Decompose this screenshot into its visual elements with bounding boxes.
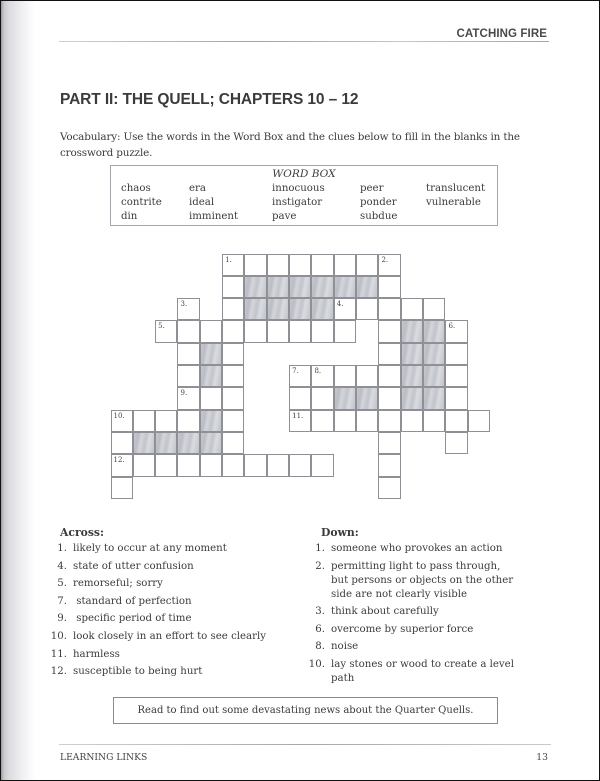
clue-number: 2. — [381, 255, 389, 264]
word-box-word: chaos — [121, 183, 151, 194]
clue-number: 6. — [448, 322, 456, 331]
answer-cell[interactable] — [334, 365, 356, 387]
answer-cell[interactable] — [177, 454, 199, 476]
answer-cell[interactable] — [311, 254, 333, 276]
word-box-word: din — [121, 211, 138, 222]
shaded-block — [289, 298, 311, 320]
part-title: PART II: THE QUELL; CHAPTERS 10 – 12 — [60, 91, 359, 108]
word-box-word: contrite — [121, 197, 162, 208]
answer-cell[interactable] — [222, 432, 244, 454]
clue-text-line: someone who provokes an action — [331, 543, 503, 554]
clue-number: 11. — [292, 411, 304, 420]
clue-num: 10. — [50, 631, 67, 642]
shaded-block — [401, 387, 423, 409]
shaded-block — [423, 387, 445, 409]
answer-cell[interactable] — [177, 298, 199, 320]
answer-cell[interactable] — [244, 254, 266, 276]
answer-cell[interactable] — [133, 454, 155, 476]
clue-number: 12. — [113, 456, 125, 465]
clue-text-line: overcome by superior force — [331, 623, 474, 635]
clue-text-line: path — [331, 673, 355, 684]
running-head: CATCHING FIRE — [456, 28, 547, 40]
clue-text-line: but persons or objects on the other — [331, 574, 514, 586]
answer-cell[interactable] — [222, 343, 244, 365]
shaded-block — [133, 432, 155, 454]
word-box-word: peer — [360, 183, 384, 194]
word-box-title: WORD BOX — [272, 168, 336, 180]
down-heading: Down: — [321, 526, 359, 539]
answer-cell[interactable] — [133, 410, 155, 432]
shaded-block — [401, 365, 423, 387]
clue-text-line: noise — [331, 641, 359, 653]
clue-num: 10. — [308, 659, 325, 670]
answer-cell[interactable] — [289, 387, 311, 409]
clue-text: remorseful; sorry — [73, 578, 163, 590]
clue-text-line: think about carefully — [331, 606, 439, 618]
word-box-word: pave — [272, 211, 297, 222]
clue-text: standard of perfection — [73, 595, 192, 607]
answer-cell[interactable] — [445, 432, 467, 454]
answer-cell[interactable] — [334, 254, 356, 276]
clue-num: 8. — [315, 641, 325, 653]
word-box-word: vulnerable — [426, 197, 481, 208]
answer-cell[interactable] — [222, 365, 244, 387]
shaded-block — [401, 343, 423, 365]
answer-cell[interactable] — [401, 410, 423, 432]
answer-cell[interactable] — [289, 410, 311, 432]
word-box-word: instigator — [272, 197, 323, 208]
word-box-word: ideal — [189, 197, 215, 208]
footer-rule — [59, 744, 551, 745]
answer-cell[interactable] — [378, 320, 400, 342]
answer-cell[interactable] — [222, 387, 244, 409]
clue-num: 3. — [315, 606, 325, 618]
answer-cell[interactable] — [289, 320, 311, 342]
answer-cell[interactable] — [356, 365, 378, 387]
answer-cell[interactable] — [155, 454, 177, 476]
shaded-block — [311, 276, 333, 298]
answer-cell[interactable] — [222, 254, 244, 276]
clue-number: 3. — [180, 300, 188, 309]
answer-cell[interactable] — [445, 320, 467, 342]
footer-publisher: LEARNING LINKS — [60, 752, 148, 763]
clue-number: 10. — [113, 411, 125, 420]
answer-cell[interactable] — [445, 343, 467, 365]
shaded-block — [423, 320, 445, 342]
shaded-block — [244, 276, 266, 298]
answer-cell[interactable] — [111, 410, 133, 432]
answer-cell[interactable] — [356, 410, 378, 432]
word-box-word: innocuous — [272, 183, 325, 194]
answer-cell[interactable] — [267, 254, 289, 276]
clue-num: 4. — [57, 560, 67, 572]
shaded-block — [267, 276, 289, 298]
shaded-block — [200, 410, 222, 432]
answer-cell[interactable] — [356, 254, 378, 276]
word-box-word: subdue — [360, 211, 398, 222]
answer-cell[interactable] — [289, 365, 311, 387]
answer-cell[interactable] — [177, 365, 199, 387]
answer-cell[interactable] — [378, 477, 400, 499]
answer-cell[interactable] — [311, 410, 333, 432]
answer-cell[interactable] — [155, 410, 177, 432]
instructions: Vocabulary: Use the words in the Word Box and the clues below to fill in the blanks in the crossword puzzle. — [60, 131, 520, 159]
answer-cell[interactable] — [177, 343, 199, 365]
answer-cell[interactable] — [111, 432, 133, 454]
answer-cell[interactable] — [222, 276, 244, 298]
answer-cell[interactable] — [445, 365, 467, 387]
answer-cell[interactable] — [311, 320, 333, 342]
answer-cell[interactable] — [177, 410, 199, 432]
answer-cell[interactable] — [222, 320, 244, 342]
shaded-block — [423, 365, 445, 387]
clue-number: 4. — [336, 300, 344, 309]
answer-cell[interactable] — [334, 298, 356, 320]
shaded-block — [423, 343, 445, 365]
clue-text: susceptible to being hurt — [73, 666, 203, 678]
clue-text-line: lay stones or wood to create a level — [331, 659, 514, 670]
shaded-block — [177, 432, 199, 454]
answer-cell[interactable] — [334, 410, 356, 432]
clue-text: likely to occur at any moment — [73, 543, 227, 554]
clue-text: state of utter confusion — [73, 560, 194, 572]
reading-note-box: Read to find out some devastating news about the Quarter Quells. — [113, 697, 498, 724]
clue-num: 11. — [50, 648, 67, 660]
word-box-word: imminent — [189, 211, 239, 222]
answer-cell[interactable] — [378, 276, 400, 298]
word-box-word: era — [189, 183, 206, 194]
clue-num: 1. — [57, 543, 67, 554]
clue-text-line: permitting light to pass through, — [331, 560, 501, 572]
answer-cell[interactable] — [155, 320, 177, 342]
answer-cell[interactable] — [378, 254, 400, 276]
shaded-block — [289, 276, 311, 298]
answer-cell[interactable] — [177, 387, 199, 409]
clue-number: 1. — [225, 255, 232, 264]
answer-cell[interactable] — [311, 454, 333, 476]
word-box-word: ponder — [360, 197, 397, 208]
clue-num: 7. — [57, 595, 67, 607]
word-box-word: translucent — [426, 183, 486, 194]
answer-cell[interactable] — [267, 454, 289, 476]
answer-cell[interactable] — [311, 365, 333, 387]
shaded-block — [356, 276, 378, 298]
answer-cell[interactable] — [222, 298, 244, 320]
answer-cell[interactable] — [378, 454, 400, 476]
clue-num: 6. — [315, 623, 325, 635]
clue-num: 5. — [57, 578, 67, 590]
answer-cell[interactable] — [445, 410, 467, 432]
answer-cell[interactable] — [423, 410, 445, 432]
answer-cell[interactable] — [289, 454, 311, 476]
shaded-block — [334, 276, 356, 298]
across-heading: Across: — [60, 526, 104, 539]
answer-cell[interactable] — [111, 454, 133, 476]
shaded-block — [401, 320, 423, 342]
answer-cell[interactable] — [222, 454, 244, 476]
page-number: 13 — [536, 752, 548, 763]
answer-cell[interactable] — [378, 410, 400, 432]
shaded-block — [267, 298, 289, 320]
clue-num: 12. — [50, 666, 67, 678]
answer-cell[interactable] — [200, 320, 222, 342]
shaded-block — [200, 432, 222, 454]
answer-cell[interactable] — [378, 343, 400, 365]
answer-cell[interactable] — [289, 254, 311, 276]
shaded-block — [244, 298, 266, 320]
answer-cell[interactable] — [423, 298, 445, 320]
shaded-block — [334, 387, 356, 409]
clue-number: 5. — [158, 322, 165, 331]
answer-cell[interactable] — [468, 410, 490, 432]
answer-cell[interactable] — [378, 365, 400, 387]
answer-cell[interactable] — [401, 298, 423, 320]
shaded-block — [200, 365, 222, 387]
clue-number: 9. — [180, 389, 188, 398]
clue-number: 8. — [314, 367, 322, 376]
clue-text-line: side are not clearly visible — [331, 588, 468, 600]
answer-cell[interactable] — [334, 320, 356, 342]
clue-text: specific period of time — [73, 613, 192, 625]
answer-cell[interactable] — [222, 410, 244, 432]
clue-number: 7. — [292, 367, 299, 376]
answer-cell[interactable] — [111, 477, 133, 499]
clue-num: 1. — [315, 543, 325, 554]
answer-cell[interactable] — [244, 454, 266, 476]
clue-num: 2. — [315, 560, 325, 572]
answer-cell[interactable] — [378, 298, 400, 320]
shaded-block — [356, 387, 378, 409]
answer-cell[interactable] — [267, 320, 289, 342]
answer-cell[interactable] — [200, 387, 222, 409]
answer-cell[interactable] — [244, 320, 266, 342]
answer-cell[interactable] — [378, 432, 400, 454]
shaded-block — [311, 298, 333, 320]
answer-cell[interactable] — [200, 454, 222, 476]
clue-text: harmless — [73, 648, 120, 660]
answer-cell[interactable] — [445, 387, 467, 409]
answer-cell[interactable] — [311, 387, 333, 409]
clue-text: look closely in an effort to see clearly — [73, 631, 267, 642]
clue-num: 9. — [57, 613, 67, 625]
answer-cell[interactable] — [378, 387, 400, 409]
answer-cell[interactable] — [356, 298, 378, 320]
shaded-block — [155, 432, 177, 454]
answer-cell[interactable] — [177, 320, 199, 342]
shaded-block — [200, 343, 222, 365]
